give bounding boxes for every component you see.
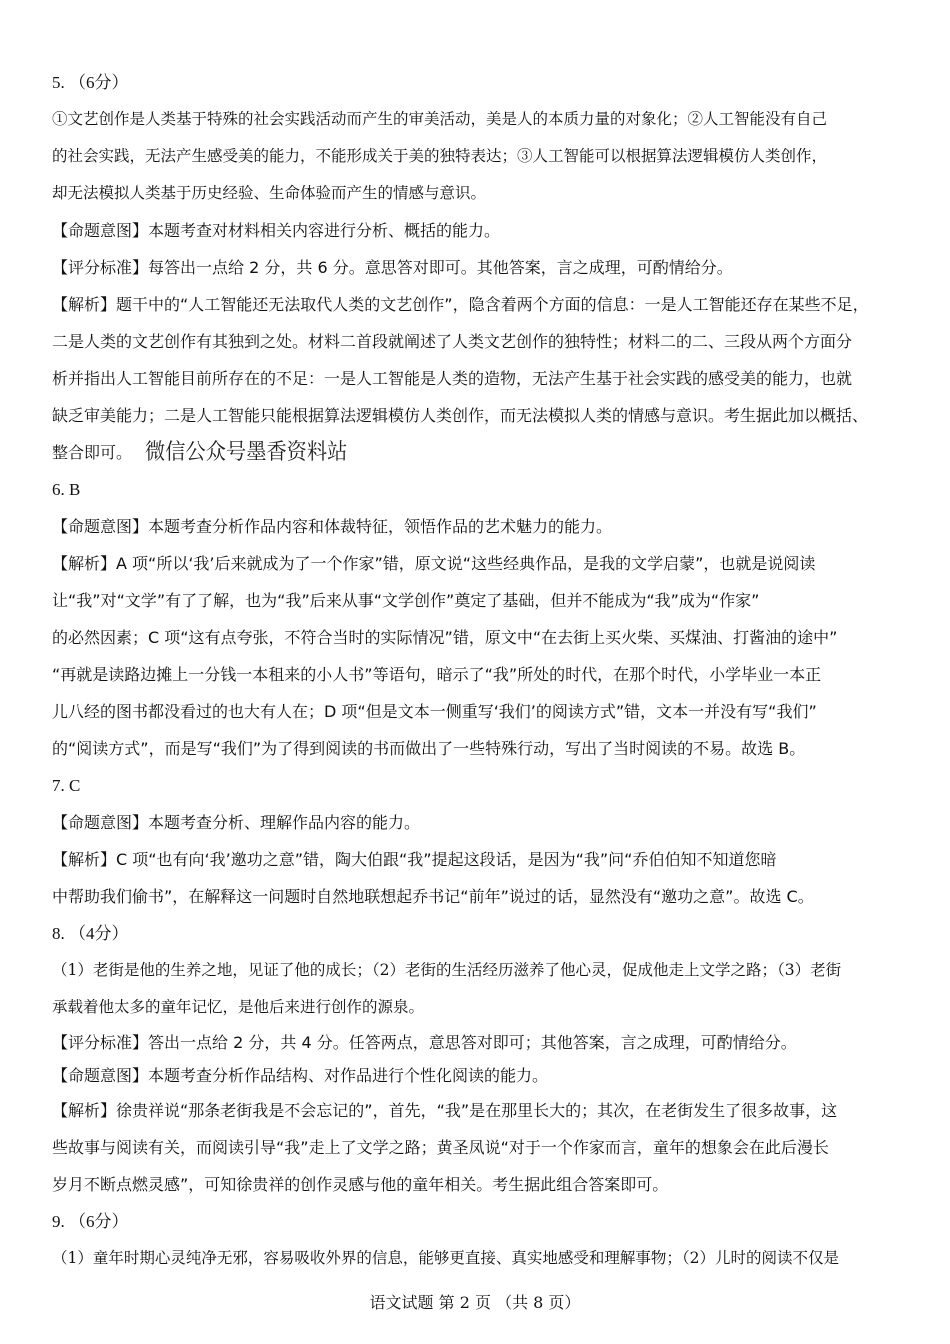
q9-header: 9. （6分） <box>52 1212 129 1231</box>
q6-header: 6. B <box>52 480 81 499</box>
q8-header: 8. （4分） <box>52 924 129 943</box>
q9-answer-line: （1）童年时期心灵纯净无邪，容易吸收外界的信息，能够更直接、真实地感受和理解事物；（2）儿时的阅读不仅是 <box>52 1249 839 1267</box>
q5-answer-line: 却无法模拟人类基于历史经验、生命体验而产生的情感与意识。 <box>52 184 487 202</box>
q8-scoring: 【评分标准】答出一点给 2 分，共 4 分。任答两点，意思答对即可；其他答案，言之成理，可酌情给分。 <box>52 1033 797 1052</box>
q8-answer-line: 承载着他太多的童年记忆，是他后来进行创作的源泉。 <box>52 998 425 1016</box>
q5-analysis-line: 【解析】题干中的“人工智能还无法取代人类的文艺创作”，隐含着两个方面的信息：一是人工智能还存在某些不足， <box>52 295 869 314</box>
q8-analysis-line: 些故事与阅读有关，而阅读引导“我”走上了文学之路；黄圣凤说“对于一个作家而言，童年的想象会在此后漫长 <box>52 1138 829 1157</box>
q5-analysis-line: 析并指出人工智能目前所存在的不足：一是人工智能是人类的造物，无法产生基于社会实践的感受美的能力，也就 <box>52 369 853 388</box>
q6-analysis-line: “再就是读路边摊上一分钱一本租来的小人书”等语句，暗示了“我”所处的时代，在那个时代，小学毕业一本正 <box>52 665 822 684</box>
q5-analysis-line: 二是人类的文艺创作有其独到之处。材料二首段就阐述了人类文艺创作的独特性；材料二的二、三段从两个方面分 <box>52 332 853 351</box>
q5-analysis-line: 整合即可。 <box>52 443 133 462</box>
q7-intent: 【命题意图】本题考查分析、理解作品内容的能力。 <box>52 813 421 832</box>
q5-scoring: 【评分标准】每答出一点给 2 分，共 6 分。意思答对即可。其他答案，言之成理，可酌情给分。 <box>52 258 733 277</box>
q5-header: 5. （6分） <box>52 73 129 92</box>
q6-intent: 【命题意图】本题考查分析作品内容和体裁特征，领悟作品的艺术魅力的能力。 <box>52 517 613 536</box>
q7-analysis-line: 【解析】C 项“也有向‘我’邀功之意”错，陶大伯跟“我”提起这段话，是因为“我”问“乔伯伯知不知道您暗 <box>52 850 777 869</box>
q7-analysis-line: 中帮助我们偷书”，在解释这一问题时自然地联想起乔书记“前年”说过的话，显然没有“邀功之意”。故选 C。 <box>52 887 814 906</box>
q6-analysis-line: 让“我”对“文学”有了了解，也为“我”后来从事“文学创作”奠定了基础，但并不能成为“我”成为“作家” <box>52 591 760 610</box>
q8-intent: 【命题意图】本题考查分析作品结构、对作品进行个性化阅读的能力。 <box>52 1066 549 1085</box>
page-footer: 语文试题 第 2 页 （共 8 页） <box>369 1293 581 1312</box>
q5-answer-line: ①文艺创作是人类基于特殊的社会实践活动而产生的审美活动，美是人的本质力量的对象化；②人工智能没有自己 <box>52 110 828 128</box>
watermark-text: 微信公众号墨香资料站 <box>145 440 348 465</box>
q8-answer-line: （1）老街是他的生养之地，见证了他的成长；（2）老街的生活经历滋养了他心灵，促成他走上文学之路；（3）老街 <box>52 961 842 979</box>
q8-analysis-line: 【解析】徐贵祥说“那条老街我是不会忘记的”，首先，“我”是在那里长大的；其次，在老街发生了很多故事，这 <box>52 1101 838 1120</box>
q8-analysis-line: 岁月不断点燃灵感”，可知徐贵祥的创作灵感与他的童年相关。考生据此组合答案即可。 <box>52 1175 669 1194</box>
q5-analysis-line: 缺乏审美能力；二是人工智能只能根据算法逻辑模仿人类创作，而无法模拟人类的情感与意识。考生据此加以概括、 <box>52 406 869 425</box>
q7-header: 7. C <box>52 776 81 795</box>
q5-intent: 【命题意图】本题考查对材料相关内容进行分析、概括的能力。 <box>52 221 501 240</box>
q5-answer-line: 的社会实践，无法产生感受美的能力，不能形成关于美的独特表达；③人工智能可以根据算法逻辑模仿人类创作， <box>52 147 828 165</box>
q5-analysis-last-line <box>52 434 906 471</box>
q6-analysis-line: 的“阅读方式”，而是写“我们”为了得到阅读的书而做出了一些特殊行动，写出了当时阅读的不易。故选 B。 <box>52 739 806 758</box>
q6-analysis-line: 的必然因素；C 项“这有点夸张，不符合当时的实际情况”错，原文中“在去街上买火柴、买煤油、打酱油的途中” <box>52 628 838 647</box>
q6-analysis-line: 【解析】A 项“所以‘我’后来就成为了一个作家”错，原文说“这些经典作品，是我的文学启蒙”，也就是说阅读 <box>52 554 816 573</box>
q6-analysis-line: 儿八经的图书都没看过的也大有人在；D 项“但是文本一侧重写‘我们’的阅读方式”错，文本一并没有写“我们” <box>52 702 817 721</box>
